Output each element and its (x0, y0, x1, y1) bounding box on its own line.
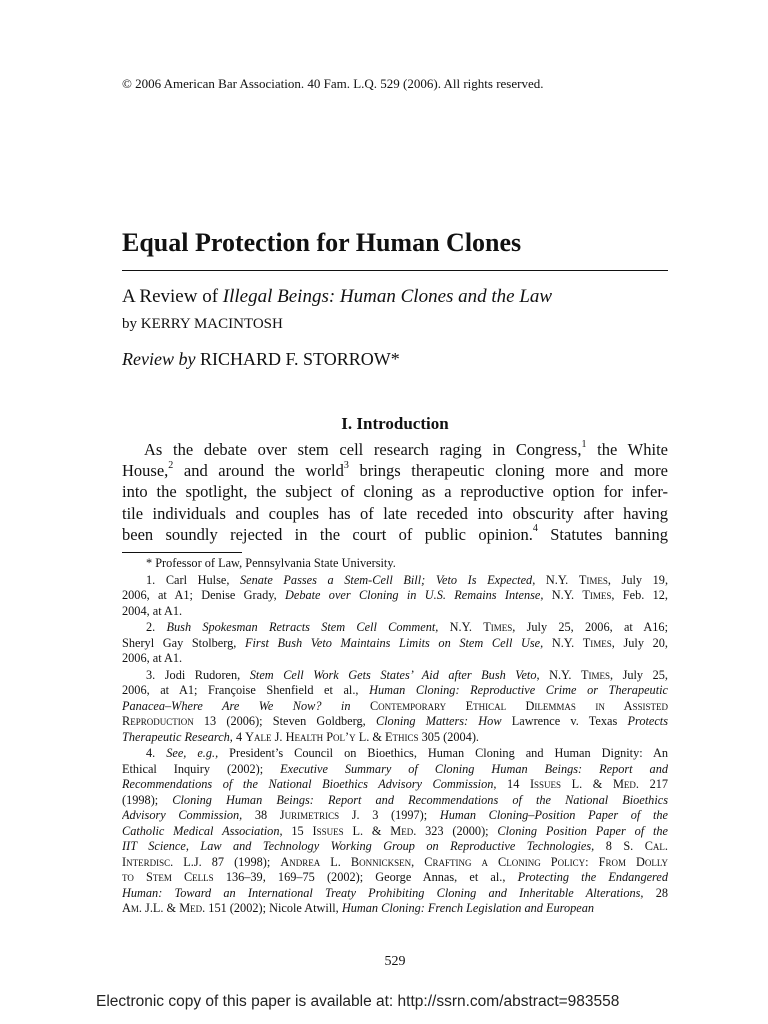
body-line (122, 460, 668, 481)
footnote-text-run: L. & (355, 729, 386, 744)
subtitle-prefix: A Review of (122, 286, 223, 307)
body-text-run: been soundly rejected in the court of public opinion. (122, 524, 533, 544)
footnote-line (122, 714, 668, 730)
footnote-text-run: Yale (245, 729, 272, 744)
body-text-run: the White (586, 440, 668, 459)
footnote-line (122, 777, 668, 793)
footnote-text-run: Am (122, 901, 139, 915)
footnote-text-run: 2006, at A1; Denise Grady, (122, 588, 285, 602)
body-text-run: Statutes banning (537, 524, 668, 544)
footnote-star (122, 556, 668, 572)
footnote-text-run: Lawrence v. Texas (501, 714, 628, 728)
footnote-text-run: 3. Jodi Rudoren, (146, 667, 250, 682)
footnote-text-run: 2. (146, 620, 167, 634)
body-text-run: House, (122, 461, 169, 481)
footnote-line (122, 588, 668, 604)
reviewer-name: RICHARD F. STORROW* (195, 349, 400, 369)
footnote-line (122, 839, 668, 855)
footnote-text-run: . 217 (635, 777, 668, 791)
footnote-text-run: Reproduction (122, 714, 194, 728)
footnote-text-run: 8 S. (594, 839, 645, 853)
footnote-text-run: 2006, at A1. (122, 651, 183, 665)
footnote-text-run: President’s Council on Bioethics, Human Cloning and Human Dignity: An (218, 746, 668, 760)
footnote-text-run: 28 (643, 885, 668, 900)
electronic-copy-notice[interactable]: Electronic copy of this paper is available at: http://ssrn.com/abstract=983558 (96, 993, 620, 1010)
footnote-line (122, 870, 668, 886)
footnote-text-run: IIT Science, Law and Technology Working Group on Reproductive Technologies, (122, 839, 595, 853)
body-text-run: As the debate over stem cell research raging in Congress, (144, 440, 582, 459)
book-title: Illegal Beings: Human Clones and the Law (222, 286, 553, 307)
footnote-text-run: N.Y. (438, 620, 484, 634)
body-text-run: brings therapeutic cloning more and more (348, 461, 668, 481)
footnote-text-run: 2004, at A1. (122, 603, 183, 618)
footnote-text-run: N.Y. (539, 667, 581, 682)
body-line (122, 524, 668, 545)
copyright-notice: © 2006 American Bar Association. 40 Fam. L.Q. 529 (2006). All rights reserved. (122, 76, 544, 91)
body-line (122, 503, 668, 524)
footnote-text-run: Med (612, 777, 636, 791)
footnote-1 (122, 573, 668, 620)
footnote-line: * Professor of Law, Pennsylvania State University. (146, 556, 396, 570)
footnote-line (122, 746, 668, 762)
footnote-text-run: Cal (644, 839, 665, 853)
footnote-text-run: Cloning Human Beings: Report and Recommendations of the National Bioethics (172, 792, 668, 807)
footnote-text-run: . L.J. 87 (1998); (170, 854, 281, 869)
footnote-text-run: . J.L. & (138, 901, 180, 915)
body-text-run: into the spotlight, the subject of cloning as a reproductive option for infer- (122, 482, 668, 502)
footnote-text-run: L. & (561, 777, 613, 791)
footnote-text-run: 1. Carl Hulse, (146, 572, 241, 587)
footnote-text-run: Advisory Commission, (122, 808, 243, 822)
footnote-text-run: 4 (232, 729, 246, 744)
footnote-text-run: N.Y. (543, 635, 583, 650)
footnote-line (122, 651, 668, 667)
footnote-rule (122, 552, 242, 553)
title-rule (122, 270, 668, 271)
footnote-line (122, 824, 668, 840)
footnote-text-run: Recommendations of the National Bioethics Advisory Commission, (122, 777, 497, 791)
footnote-line (122, 636, 668, 652)
footnote-text-run: J. 3 (1997); (339, 808, 440, 822)
footnote-line (122, 604, 668, 620)
footnote-text-run: Therapeutic Research, (122, 729, 233, 744)
footnote-text-run: , July 25, 2006, at A16; (512, 620, 668, 634)
footnote-text-run: Executive Summary of Cloning Human Beings: Report and (280, 761, 668, 776)
footnote-text-run: Health Pol’y (285, 729, 356, 744)
footnote-text-run: Med (390, 823, 414, 838)
footnote-text-run: 2006, at A1; Françoise Shenfield et al., (122, 683, 370, 697)
reviewer-line (122, 347, 400, 371)
footnote-text-run: Senate Passes a Stem-Cell Bill; Veto Is Expected (240, 572, 533, 587)
body-paragraph (122, 439, 668, 545)
footnote-line (122, 683, 668, 699)
footnote-text-run: Human Cloning: French Legislation and European (341, 901, 595, 915)
footnote-text-run (350, 699, 369, 713)
footnote-text-run: Interdisc (122, 854, 171, 869)
footnote-line (122, 855, 668, 871)
footnote-marker: 2 (168, 459, 174, 471)
footnote-text-run: Times (483, 620, 513, 634)
footnote-marker: 4 (532, 523, 538, 535)
footnote-text-run: Cloning Matters: How (375, 714, 502, 728)
footnote-line (122, 620, 668, 636)
footnote-text-run: N.Y. (543, 588, 583, 602)
footnote-text-run: See, e.g., (166, 746, 219, 760)
body-text-run: and around the world (173, 461, 344, 481)
footnote-text-run: 13 (2006); Steven Goldberg, (193, 714, 376, 728)
footnote-text-run: Bush Spokesman Retracts Stem Cell Comment, (166, 620, 439, 634)
footnote-4 (122, 746, 668, 917)
footnote-text-run: (1998); (122, 792, 173, 807)
footnote-marker: 1 (581, 438, 587, 450)
footnote-text-run: Med (179, 901, 203, 915)
footnote-text-run: J. (271, 729, 286, 744)
body-text-run: tile individuals and couples has of late receded into obscurity after having (122, 503, 668, 523)
footnote-text-run: Cloning Position Paper of the (497, 823, 668, 838)
footnote-line (122, 901, 668, 917)
article-subtitle (122, 285, 682, 309)
footnote-text-run: , July 20, (611, 635, 668, 650)
footnote-text-run: Ethics (385, 729, 419, 744)
footnote-text-run: . (664, 839, 668, 853)
footnote-text-run: Times (580, 667, 610, 682)
footnote-line (122, 730, 668, 746)
section-heading: I. Introduction (341, 414, 449, 433)
review-by-label: Review by (122, 349, 196, 369)
body-line (122, 439, 668, 460)
footnote-text-run: L. & (343, 823, 391, 838)
page-number: 529 (384, 954, 406, 969)
footnote-text-run: , July 25, (609, 667, 668, 682)
footnote-text-run: 136–39, 169–75 (2002); George Annas, et al., (213, 870, 518, 884)
footnote-line (122, 793, 668, 809)
footnote-text-run: Debate over Cloning in U.S. Remains Intense, (284, 588, 544, 602)
footnote-text-run: Times (582, 588, 612, 602)
footnote-text-run: 14 (496, 777, 530, 791)
footnote-line (122, 886, 668, 902)
footnote-text-run: 4. (146, 746, 167, 760)
footnote-text-run: First Bush Veto Maintains Limits on Stem Cell Use, (245, 635, 544, 650)
body-line (122, 481, 668, 502)
footnote-text-run: Stem Cell Work Gets States’ Aid after Bush Veto, (249, 667, 540, 682)
footnote-text-run: Jurimetrics (279, 808, 340, 822)
footnote-line (122, 808, 668, 824)
article-title: Equal Protection for Human Clones (122, 228, 522, 257)
footnote-line (122, 573, 668, 589)
footnote-line (122, 762, 668, 778)
footnote-text-run: 305 (2004). (418, 729, 479, 744)
footnote-text-run: Times (582, 635, 612, 650)
footnote-line (122, 699, 668, 715)
footnote-text-run: Human: Toward an International Treaty Prohibiting Cloning and Inheritable Alterations, (122, 885, 644, 900)
footnote-text-run: Human Cloning–Position Paper of the (439, 808, 668, 822)
book-author: by KERRY MACINTOSH (122, 316, 283, 332)
footnote-text-run: . 323 (2000); (413, 823, 498, 838)
footnote-text-run: Contemporary Ethical Dilemmas in Assisted (369, 698, 668, 713)
footnote-text-run: Human Cloning: Reproductive Crime or Therapeutic (369, 683, 668, 697)
footnote-text-run: Sheryl Gay Stolberg, (122, 635, 245, 650)
footnote-text-run: Andrea L. Bonnicksen, Crafting a Cloning Policy: From Dolly (280, 854, 668, 869)
footnotes (122, 556, 668, 918)
footnote-line (122, 668, 668, 684)
footnote-text-run: Times (578, 572, 608, 587)
footnote-text-run: . 151 (2002); Nicole Atwill, (202, 901, 342, 915)
footnote-text-run: Protecting the Endangered (517, 870, 668, 884)
footnote-text-run: Ethical Inquiry (2002); (122, 761, 281, 776)
footnote-text-run: 15 (282, 823, 313, 838)
footnote-text-run: 38 (242, 808, 280, 822)
footnote-text-run: Panacea–Where Are We Now? in (122, 698, 351, 713)
footnote-text-run: , N.Y. (532, 572, 579, 587)
footnote-text-run: Catholic Medical Association, (122, 823, 283, 838)
footnote-text-run: , July 19, (607, 572, 668, 587)
footnote-marker: 3 (343, 459, 349, 471)
footnote-text-run: Issues (529, 777, 562, 791)
footnote-text-run: Protects (627, 714, 668, 728)
footnote-text-run: to Stem Cells (122, 870, 214, 884)
footnote-text-run: , Feb. 12, (611, 588, 668, 602)
footnote-3 (122, 668, 668, 746)
footnote-2 (122, 620, 668, 667)
footnote-text-run: Issues (312, 823, 344, 838)
